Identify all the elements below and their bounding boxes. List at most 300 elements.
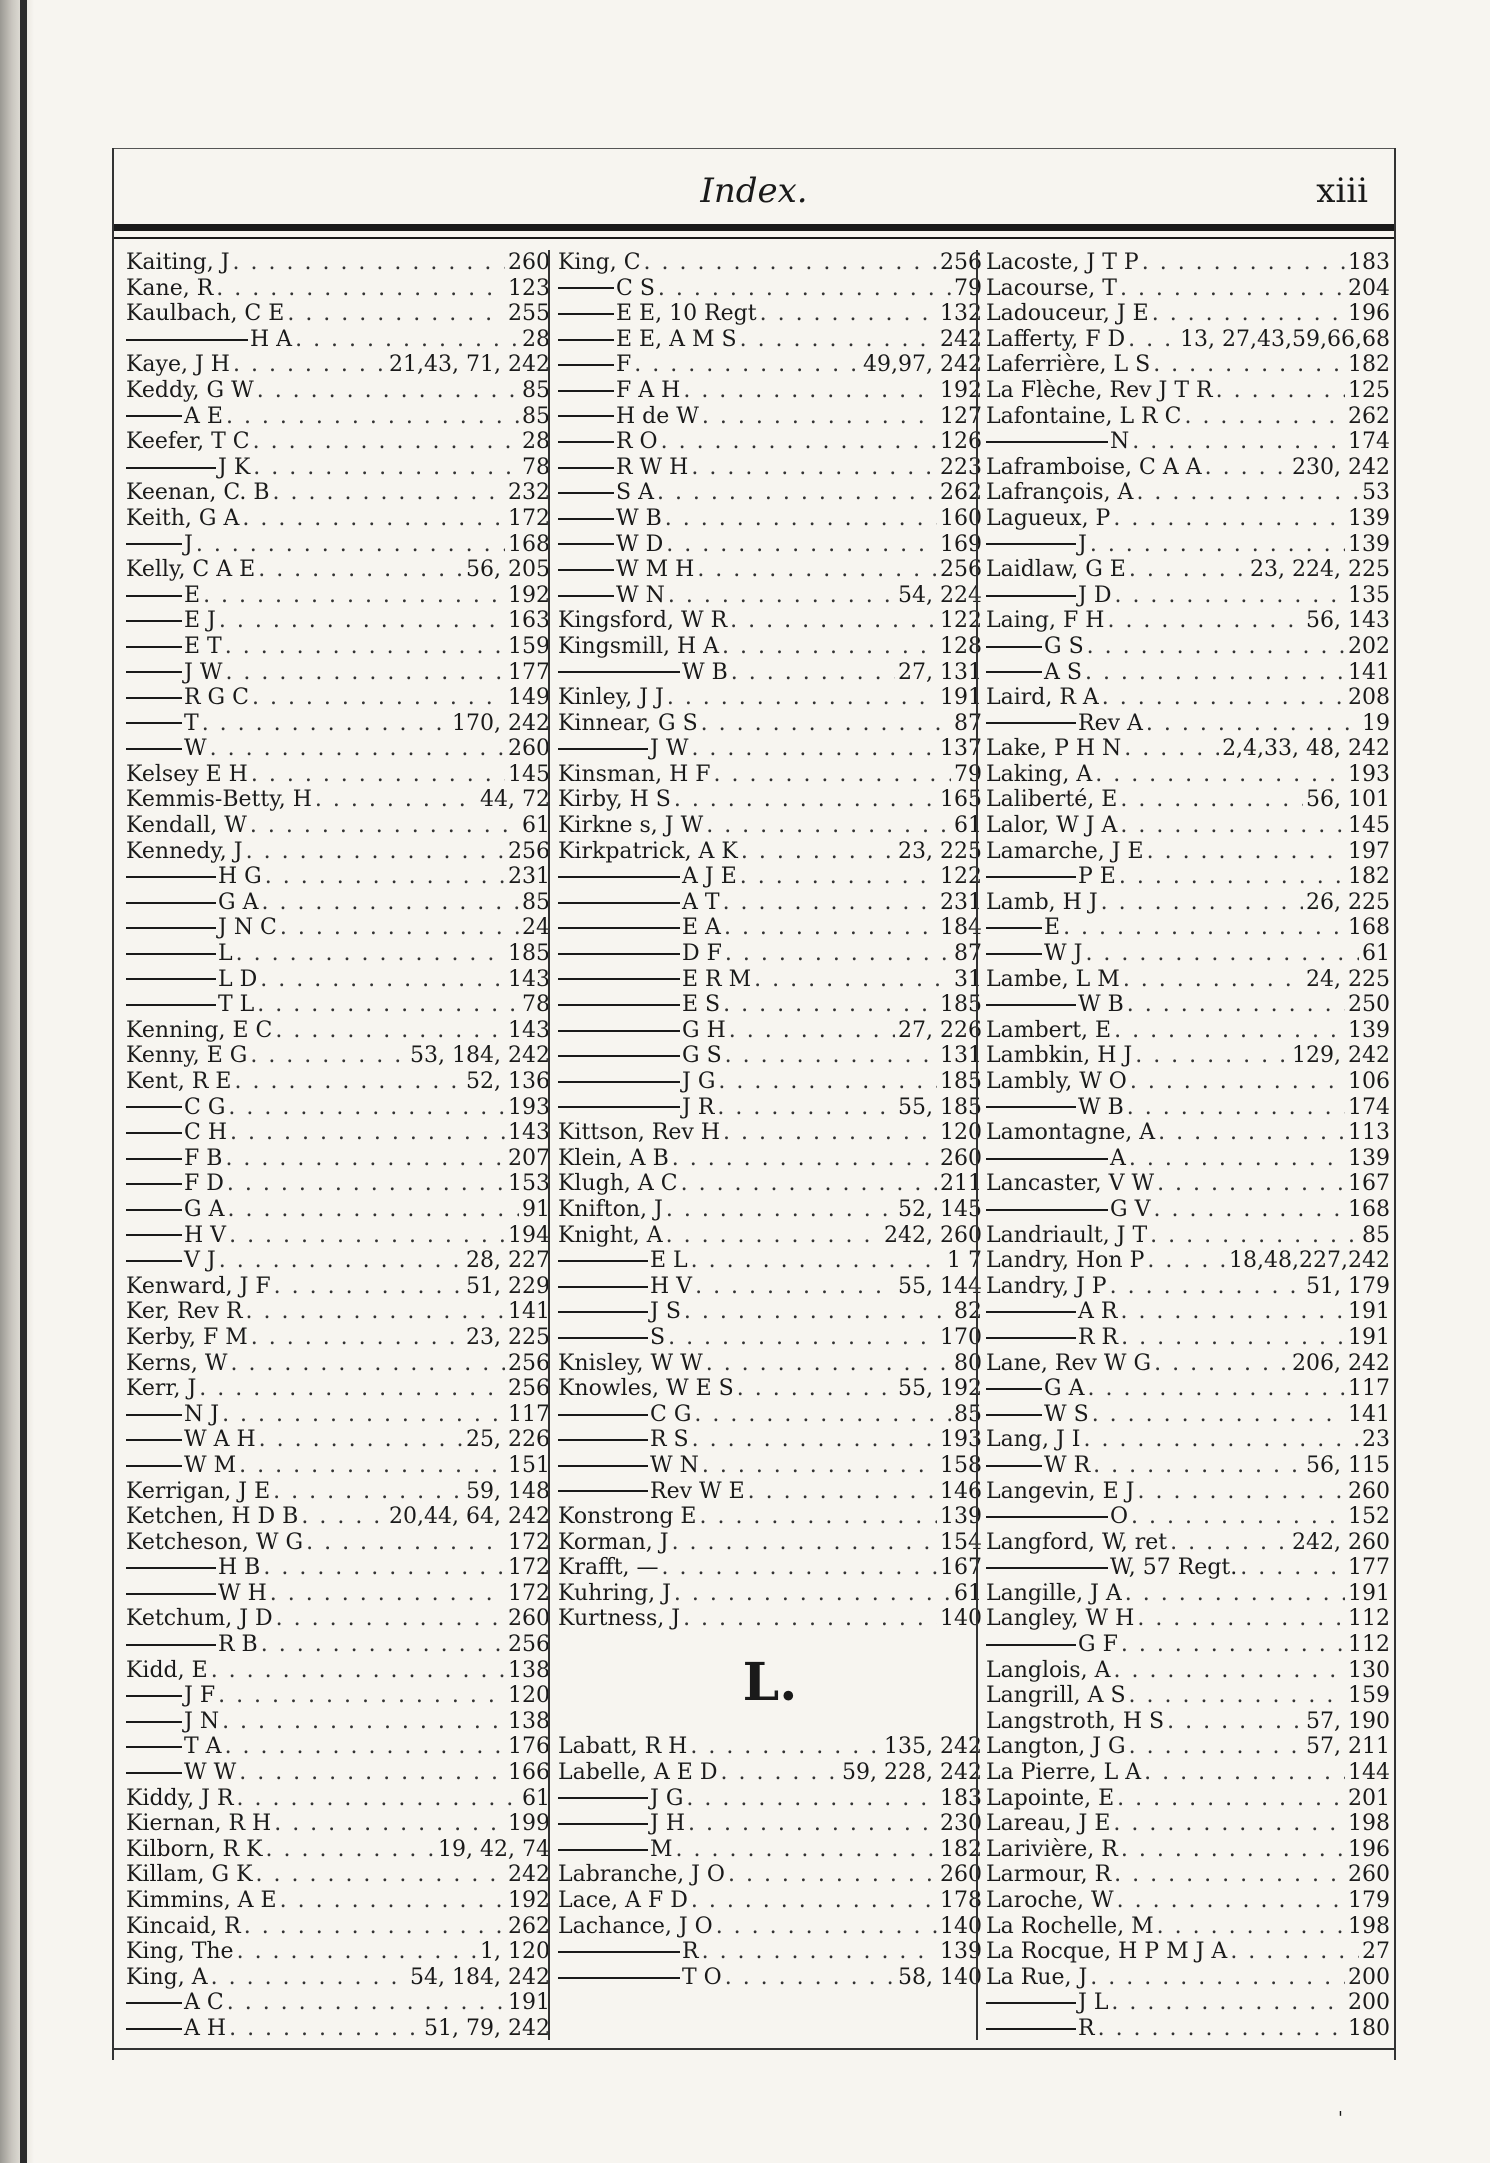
entry-name: Rev W E [650, 1478, 745, 1504]
entry-pages: 23, 225 [898, 838, 982, 864]
ditto-dash [126, 543, 182, 545]
index-entry [986, 1837, 1390, 1863]
leader-dots [1184, 404, 1345, 430]
ditto-dash [558, 1055, 680, 1057]
entry-pages: 56, 115 [1306, 1452, 1390, 1478]
index-entry [126, 1376, 550, 1402]
index-entry [126, 1555, 550, 1581]
index-entry [986, 429, 1390, 455]
leader-dots [714, 762, 951, 788]
index-entry [558, 660, 982, 686]
entry-name: Kuhring, J [558, 1580, 671, 1606]
entry-name: A S [1044, 659, 1082, 685]
leader-dots [237, 1939, 477, 1965]
index-entry [558, 1069, 982, 1095]
entry-pages: 132 [940, 301, 982, 327]
entry-name: Lane, Rev W G [986, 1350, 1152, 1376]
entry-name: C H [184, 1120, 228, 1146]
leader-dots [244, 1914, 505, 1940]
index-entry [558, 480, 982, 506]
entry-pages: 168 [508, 531, 550, 557]
entry-name: Kimmins, A E [126, 1888, 277, 1913]
ditto-dash [126, 1593, 216, 1595]
entry-name: A J E [682, 864, 737, 890]
index-entry [126, 1939, 550, 1965]
leader-dots [228, 1095, 505, 1121]
entry-name: Kiddy, J R [126, 1785, 234, 1811]
leader-dots [1138, 1479, 1346, 1505]
ditto-dash [126, 1004, 216, 1006]
entry-pages: 87 [954, 941, 982, 967]
entry-pages: 56, 205 [466, 557, 550, 583]
leader-dots [748, 1479, 937, 1505]
entry-pages: 129, 242 [1292, 1043, 1390, 1069]
entry-name: Lake, P H N [986, 736, 1122, 762]
leader-dots [1125, 1581, 1345, 1607]
entry-pages: 27, 131 [898, 659, 982, 685]
index-entry [558, 532, 982, 558]
entry-name: Langstroth, H S [986, 1708, 1165, 1734]
entry-pages: 231 [508, 864, 550, 890]
leader-dots [1230, 1939, 1359, 1965]
entry-name: Ketchen, H D B [126, 1504, 299, 1530]
leader-dots [1121, 1325, 1345, 1351]
index-entry [126, 1530, 550, 1556]
ditto-dash [986, 1567, 1108, 1569]
index-entry [558, 276, 982, 302]
entry-name: Lambert, E [986, 1017, 1112, 1043]
index-entry [558, 301, 982, 327]
index-entry [558, 583, 982, 609]
entry-pages: 200 [1348, 1990, 1390, 2016]
entry-pages: 160 [940, 505, 982, 531]
index-entry [986, 1581, 1390, 1607]
entry-pages: 255 [508, 301, 550, 327]
ditto-dash [986, 1465, 1042, 1467]
index-entry [126, 711, 550, 737]
entry-name: C G [184, 1094, 226, 1120]
entry-name: Kiernan, R H [126, 1811, 272, 1837]
index-entry [558, 1299, 982, 1325]
entry-pages: 260 [508, 250, 550, 275]
leader-dots [295, 327, 519, 353]
entry-name: Lareau, J E [986, 1811, 1111, 1837]
index-entry [986, 967, 1390, 993]
header-rule-thin [114, 237, 1394, 239]
entry-name: Keddy, G W [126, 377, 254, 403]
index-entry [986, 915, 1390, 941]
index-entry [986, 736, 1390, 762]
index-entry [558, 1095, 982, 1121]
entry-name: N J [184, 1401, 220, 1427]
leader-dots [1146, 711, 1359, 737]
index-entry [986, 1427, 1390, 1453]
entry-pages: 113 [1348, 1120, 1390, 1146]
entry-name: La Rue, J [986, 1964, 1088, 1990]
entry-name: Kingsford, W R [558, 608, 728, 634]
ditto-dash [986, 1106, 1076, 1108]
entry-pages: 141 [508, 1299, 550, 1325]
entry-pages: 170 [940, 1324, 982, 1350]
leader-dots [1135, 1043, 1289, 1069]
entry-name: Kincaid, R [126, 1913, 241, 1939]
index-entry [986, 1939, 1390, 1965]
ditto-dash [986, 2028, 1076, 2030]
index-entry [558, 455, 982, 481]
entry-pages: 242 [940, 326, 982, 352]
entry-pages: 61 [522, 1785, 550, 1811]
index-entry [986, 1146, 1390, 1172]
ditto-dash [558, 1977, 680, 1979]
ditto-dash [986, 1158, 1108, 1160]
index-page [112, 148, 1396, 2060]
index-entry [558, 1862, 982, 1888]
leader-dots [691, 736, 937, 762]
index-entry [558, 378, 982, 404]
entry-pages: 167 [1348, 1171, 1390, 1197]
index-entry [986, 685, 1390, 711]
leader-dots [1157, 1914, 1345, 1940]
entry-pages: 21,43, 71, 242 [389, 352, 550, 378]
leader-dots [662, 1555, 937, 1581]
index-entry [126, 1274, 550, 1300]
entry-name: Ketcheson, W G [126, 1529, 304, 1555]
entry-pages: 31 [954, 966, 982, 992]
entry-pages: 80 [954, 1350, 982, 1376]
entry-name: Laking, A [986, 761, 1093, 787]
entry-name: G A [218, 889, 259, 915]
entry-name: Labelle, A E D [558, 1760, 718, 1786]
entry-name: N [1110, 429, 1130, 455]
entry-name: Kirkne s, J W [558, 813, 704, 839]
leader-dots [1121, 1837, 1345, 1863]
leader-dots [280, 915, 519, 941]
index-entry [126, 1837, 550, 1863]
header-rule-thick [114, 224, 1394, 231]
index-entry [986, 378, 1390, 404]
ditto-dash [558, 1081, 680, 1083]
entry-pages: 126 [940, 429, 982, 455]
leader-dots [219, 1248, 463, 1274]
ditto-dash [126, 1414, 182, 1416]
entry-name: J F [184, 1683, 216, 1709]
entry-pages: 51, 179 [1306, 1273, 1390, 1299]
ditto-dash [558, 1490, 648, 1492]
entry-name: Lancaster, V W [986, 1171, 1155, 1197]
ditto-dash [126, 953, 216, 955]
index-entry [558, 1837, 982, 1863]
entry-name: Landry, Hon P [986, 1248, 1145, 1274]
entry-name: Kelsey E H [126, 761, 248, 787]
index-entry [126, 1299, 550, 1325]
entry-pages: 183 [940, 1785, 982, 1811]
entry-name: R [682, 1939, 699, 1965]
entry-pages: 55, 144 [898, 1273, 982, 1299]
entry-name: E [1044, 915, 1061, 941]
leader-dots [276, 1606, 505, 1632]
entry-pages: 91 [522, 1196, 550, 1222]
entry-pages: 23 [1362, 1427, 1390, 1453]
entry-pages: 191 [1348, 1299, 1390, 1325]
leader-dots [668, 583, 895, 609]
entry-pages: 198 [1348, 1913, 1390, 1939]
leader-dots [1153, 352, 1345, 378]
entry-name: Lamarche, J E [986, 838, 1144, 864]
ditto-dash [558, 595, 614, 597]
entry-name: Langton, J G [986, 1734, 1126, 1760]
entry-pages: 112 [1348, 1632, 1390, 1658]
index-entry [558, 864, 982, 890]
leader-dots [1101, 890, 1303, 916]
ditto-dash [126, 1260, 182, 1262]
leader-dots [717, 1095, 895, 1121]
entry-pages: 149 [508, 685, 550, 711]
entry-pages: 28, 227 [466, 1248, 550, 1274]
ditto-dash [126, 415, 182, 417]
index-entry [126, 1223, 550, 1249]
leader-dots [227, 1990, 505, 2016]
bottom-rule [114, 2048, 1394, 2050]
leader-dots [1154, 1351, 1289, 1377]
ditto-dash [558, 1311, 648, 1313]
leader-dots [1147, 1248, 1226, 1274]
leader-dots [1129, 1683, 1345, 1709]
entry-pages: 144 [1348, 1760, 1390, 1786]
entry-pages: 61 [954, 813, 982, 839]
index-entry [558, 1939, 982, 1965]
leader-dots [1216, 378, 1345, 404]
index-entry [126, 1734, 550, 1760]
entry-pages: 53 [1362, 480, 1390, 506]
index-entry [558, 634, 982, 660]
entry-name: King, A [126, 1964, 208, 1990]
entry-pages: 1 7 [947, 1248, 982, 1274]
index-entry [558, 1171, 982, 1197]
index-entry [126, 1760, 550, 1786]
ditto-dash [558, 927, 680, 929]
leader-dots [225, 1146, 505, 1172]
entry-name: E S [682, 992, 721, 1018]
entry-name: R S [650, 1427, 689, 1453]
ditto-dash [558, 313, 614, 315]
entry-pages: 82 [954, 1299, 982, 1325]
entry-name: T L [218, 992, 255, 1018]
entry-name: E E, A M S [616, 326, 737, 352]
index-entry [986, 455, 1390, 481]
leader-dots [1127, 992, 1345, 1018]
index-entry [126, 1504, 550, 1530]
entry-name: E T [184, 633, 222, 659]
entry-pages: 193 [508, 1094, 550, 1120]
entry-name: Kittson, Rev H [558, 1120, 721, 1146]
index-entry [986, 1811, 1390, 1837]
entry-pages: 58, 140 [898, 1964, 982, 1990]
index-entry [558, 992, 982, 1018]
leader-dots [257, 992, 519, 1018]
leader-dots [1123, 967, 1303, 993]
ditto-dash [986, 1516, 1108, 1518]
entry-name: Lambe, L M [986, 966, 1120, 992]
index-entry [986, 711, 1390, 737]
entry-name: J [184, 531, 193, 557]
entry-pages: 170, 242 [452, 710, 550, 736]
index-entry [558, 506, 982, 532]
leader-dots [260, 967, 505, 993]
index-entry [986, 1658, 1390, 1684]
ditto-dash [126, 1439, 182, 1441]
entry-name: King, C [558, 250, 641, 275]
entry-name: P E [1078, 864, 1116, 890]
leader-dots [236, 941, 505, 967]
leader-dots [672, 1530, 937, 1556]
entry-name: W S [1044, 1401, 1089, 1427]
entry-pages: 139 [1348, 1017, 1390, 1043]
index-columns [114, 250, 1394, 2040]
page-title: Index. [700, 171, 808, 211]
entry-pages: 143 [508, 1017, 550, 1043]
leader-dots [681, 1171, 937, 1197]
entry-name: S [650, 1324, 666, 1350]
leader-dots [261, 1632, 505, 1658]
leader-dots [1205, 455, 1289, 481]
entry-pages: 26, 225 [1306, 889, 1390, 915]
entry-name: La Pierre, L A [986, 1760, 1142, 1786]
index-entry [986, 404, 1390, 430]
leader-dots [691, 455, 937, 481]
ditto-dash [126, 646, 182, 648]
index-entry [126, 1120, 550, 1146]
leader-dots [1120, 787, 1303, 813]
index-entry [558, 1223, 982, 1249]
index-entry [126, 1990, 550, 2016]
index-entry [986, 506, 1390, 532]
entry-pages: 85 [522, 403, 550, 429]
index-entry [558, 1453, 982, 1479]
entry-pages: 24, 225 [1306, 966, 1390, 992]
entry-name: F D [184, 1171, 224, 1197]
ditto-dash [126, 1158, 182, 1160]
entry-name: Kenning, E C [126, 1017, 273, 1043]
index-entry [986, 1197, 1390, 1223]
entry-pages: 61 [522, 813, 550, 839]
leader-dots [258, 557, 463, 583]
leader-dots [239, 1453, 505, 1479]
leader-dots [1137, 1606, 1345, 1632]
entry-name: V J [184, 1248, 216, 1274]
leader-dots [741, 839, 895, 865]
ditto-dash [126, 2002, 182, 2004]
leader-dots [301, 1504, 386, 1530]
entry-name: Kirby, H S [558, 787, 671, 813]
leader-dots [674, 1581, 951, 1607]
index-entry [986, 250, 1390, 276]
entry-pages: 167 [940, 1555, 982, 1581]
entry-name: Landriault, J T [986, 1222, 1148, 1248]
index-entry [558, 1351, 982, 1377]
ditto-dash [986, 1644, 1076, 1646]
index-entry [558, 1734, 982, 1760]
leader-dots [222, 1402, 505, 1428]
ditto-dash [126, 1234, 182, 1236]
index-entry [126, 1786, 550, 1812]
index-entry [126, 1197, 550, 1223]
entry-pages: 256 [940, 250, 982, 275]
entry-name: R O [616, 429, 658, 455]
leader-dots [1114, 583, 1345, 609]
index-entry [126, 276, 550, 302]
entry-name: G A [184, 1196, 225, 1222]
entry-name: King, The [126, 1939, 234, 1965]
index-entry [986, 1530, 1390, 1556]
leader-dots [740, 864, 937, 890]
entry-name: Lace, A F D [558, 1888, 688, 1914]
ditto-dash [986, 722, 1076, 724]
index-entry [558, 1043, 982, 1069]
entry-name: Kerr, J [126, 1376, 197, 1402]
entry-pages: 117 [1348, 1376, 1390, 1402]
entry-pages: 18,48,227,242 [1229, 1248, 1390, 1274]
ditto-dash [126, 2028, 182, 2030]
entry-name: Korman, J [558, 1529, 669, 1555]
entry-pages: 138 [508, 1657, 550, 1683]
index-entry [986, 1786, 1390, 1812]
entry-name: W J [1044, 941, 1083, 967]
entry-pages: 153 [508, 1171, 550, 1197]
leader-dots [1117, 1786, 1345, 1812]
leader-dots [1085, 941, 1359, 967]
entry-name: H V [184, 1222, 227, 1248]
leader-dots [250, 1043, 407, 1069]
entry-name: J W [650, 736, 689, 762]
index-entry [126, 1018, 550, 1044]
entry-name: Ladouceur, J E [986, 301, 1149, 327]
entry-pages: 19 [1362, 710, 1390, 736]
index-entry [986, 634, 1390, 660]
leader-dots [1113, 1811, 1345, 1837]
index-entry [126, 1632, 550, 1658]
entry-name: J W [184, 659, 223, 685]
entry-name: H B [218, 1555, 261, 1581]
leader-dots [1129, 1734, 1303, 1760]
leader-dots [225, 634, 505, 660]
leader-dots [196, 532, 505, 558]
leader-dots [1127, 1095, 1345, 1121]
leader-dots [1083, 1427, 1359, 1453]
index-entry [558, 1914, 982, 1940]
ditto-dash [558, 953, 680, 955]
entry-pages: 191 [1348, 1580, 1390, 1606]
leader-dots [672, 1146, 937, 1172]
ditto-dash [126, 467, 216, 469]
entry-name: G V [1110, 1196, 1151, 1222]
entry-pages: 27 [1362, 1939, 1390, 1965]
entry-name: Laferrière, L S [986, 352, 1151, 378]
entry-pages: 54, 184, 242 [410, 1964, 550, 1990]
index-entry [126, 1606, 550, 1632]
ditto-dash [126, 1183, 182, 1185]
ditto-dash [558, 543, 614, 545]
ditto-dash [126, 339, 248, 341]
entry-name: W B [1078, 1094, 1124, 1120]
leader-dots [1130, 1069, 1345, 1095]
entry-pages: 185 [940, 992, 982, 1018]
leader-dots [661, 429, 937, 455]
index-entry [126, 1095, 550, 1121]
ditto-dash [126, 978, 216, 980]
entry-pages: 19, 42, 74 [438, 1836, 550, 1862]
leader-dots [252, 685, 505, 711]
entry-name: Kelly, C A E [126, 557, 256, 583]
